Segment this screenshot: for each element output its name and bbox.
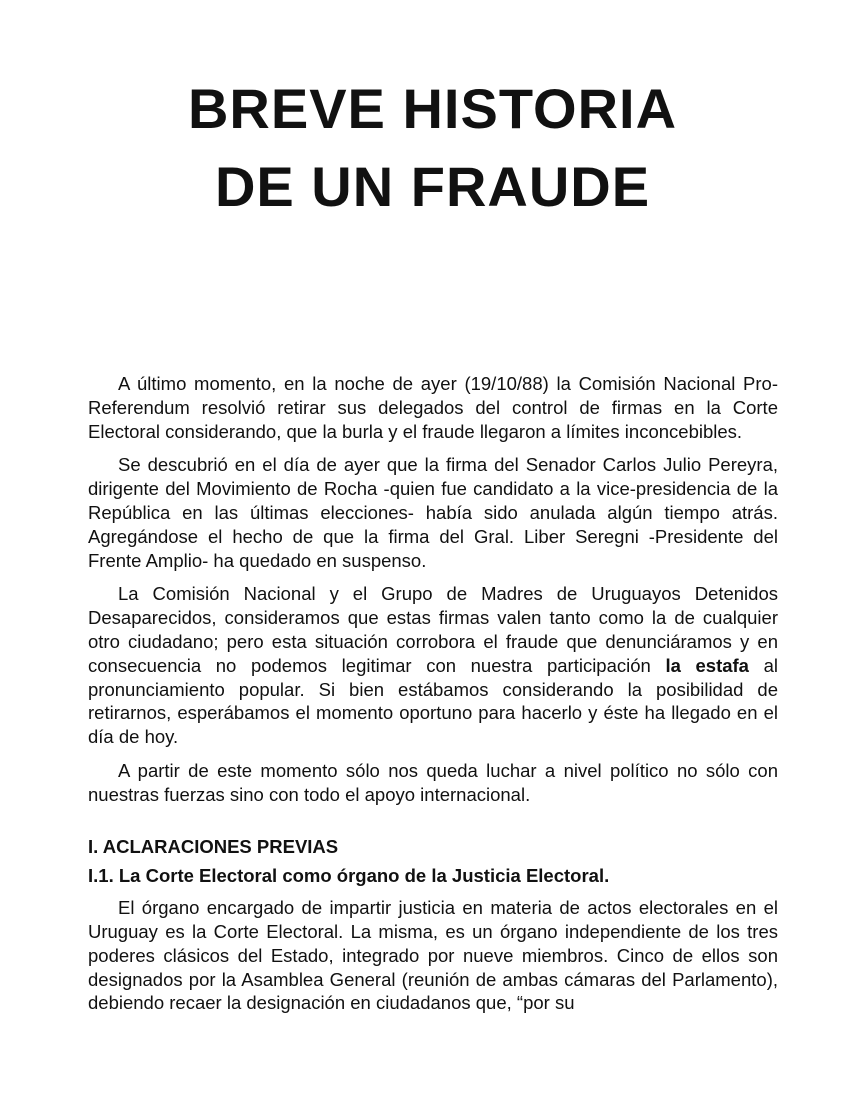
paragraph-5: El órgano encargado de impartir justicia en materia de actos electorales en el Uruguay es la Corte Electoral. La misma, es un órgano independiente de los tres poderes clásicos del Estado, integrado por nueve miembros. Cinco de ellos son designados por la Asamblea General (reunión de ambas cámaras del Parlamento), debiendo recaer la designación en ciudadanos que, “por su — [88, 897, 778, 1014]
title-line-2: DE UN FRAUDE — [214, 155, 651, 218]
paragraph-3-text-a: La Comisión Nacional y el Grupo de Madres de Uruguayos Detenidos Desaparecidos, consideramos que estas firmas valen tanto como la de cualquier otro ciudadano; pero esta situación corrobora el fraude que denunciáramos y en consecuencia no podemos legitimar con nuestra participación — [88, 583, 778, 676]
paragraph-4: A partir de este momento sólo nos queda luchar a nivel político no sólo con nuestras fuerzas sino con todo el apoyo internacional. — [88, 759, 778, 805]
document-body — [88, 372, 778, 1025]
title-line-1: BREVE HISTORIA — [187, 77, 678, 140]
paragraph-3 — [88, 582, 778, 749]
paragraph-1: A último momento, en la noche de ayer (19/10/88) la Comisión Nacional Pro-Referendum resolvió retirar sus delegados del control de firmas en la Corte Electoral considerando, que la burla y el fraude llegaron a límites inconcebibles. — [88, 373, 778, 442]
paragraph-3-emphasis: la estafa — [665, 654, 749, 676]
paragraph-2: Se descubrió en el día de ayer que la firma del Senador Carlos Julio Pereyra, dirigente del Movimiento de Rocha -quien fue candidato a la vice-presidencia de la República en las últimas elecciones- había sido anulada algún tiempo atrás. Agregándose el hecho de que la firma del Gral. Liber Seregni -Presidente del Frente Amplio- ha quedado en suspenso. — [88, 454, 778, 571]
section-heading: I. ACLARACIONES PREVIAS — [88, 835, 339, 857]
document-title — [0, 70, 865, 226]
paragraph-3-text-b: al pronunciamiento popular. Si bien estábamos considerando la posibilidad de retirarnos, esperábamos el momento oportuno para hacerlo y éste ha llegado en el día de hoy. — [88, 654, 779, 748]
subsection-heading: I.1. La Corte Electoral como órgano de la Justicia Electoral. — [88, 865, 610, 887]
